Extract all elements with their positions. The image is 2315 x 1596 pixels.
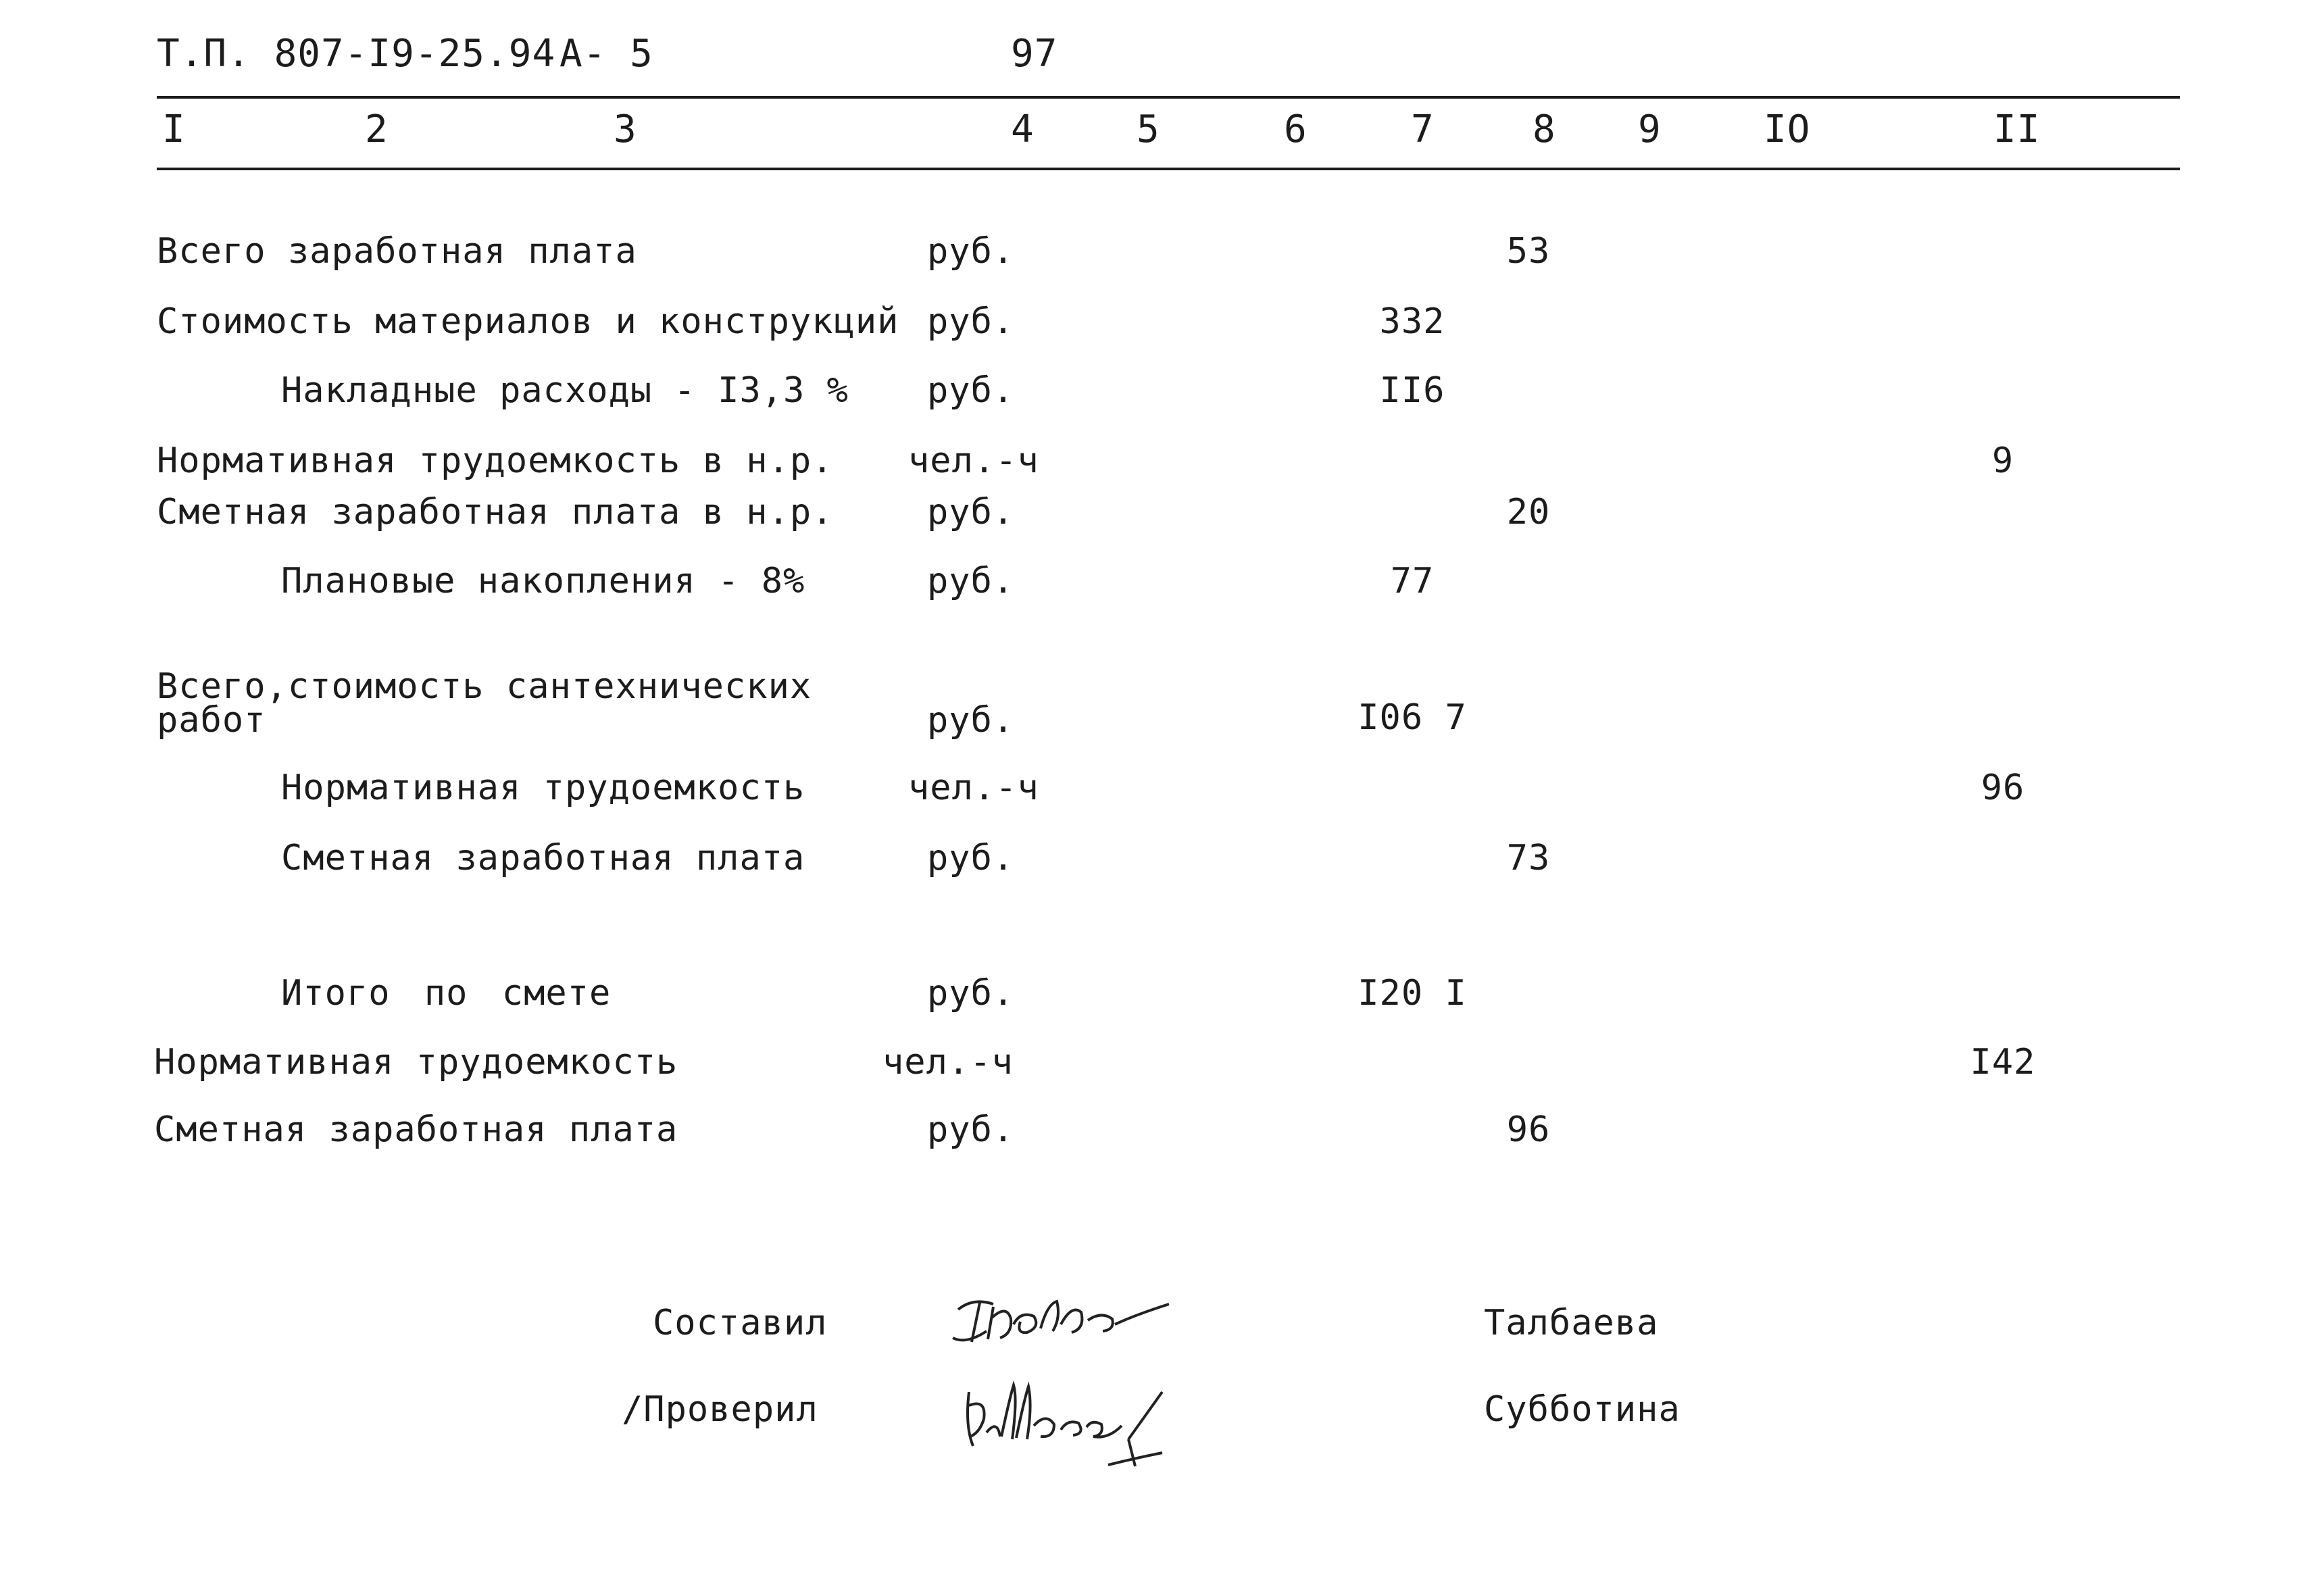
row-label: Накладные расходы - I3,3 % xyxy=(281,370,849,411)
row-unit: руб. xyxy=(927,1109,1015,1150)
column-number-11: II xyxy=(1993,107,2041,151)
row-value-col7: 332 xyxy=(1379,301,1445,342)
checked-by-name: Субботина xyxy=(1484,1389,1681,1430)
row-label: Нормативная трудоемкость xyxy=(154,1042,678,1082)
column-number-2: 2 xyxy=(365,107,389,151)
row-label: Сметная заработная плата в н.р. xyxy=(157,492,834,532)
column-number-7: 7 xyxy=(1411,107,1435,151)
row-value-col8: 53 xyxy=(1506,231,1551,272)
column-number-9: 9 xyxy=(1638,107,1662,151)
row-value-col7: I20 I xyxy=(1358,973,1467,1014)
row-value-col11: I42 xyxy=(1970,1042,2036,1082)
row-label: Всего заработная плата xyxy=(157,231,637,272)
compiled-by-label: Составил xyxy=(653,1303,828,1343)
page-number: 97 xyxy=(1011,32,1058,76)
row-unit: руб. xyxy=(927,561,1015,601)
compiled-by-name: Талбаева xyxy=(1484,1303,1659,1343)
row-value-col8: 73 xyxy=(1506,838,1551,878)
row-label: Нормативная трудоемкость в н.р. xyxy=(157,441,834,481)
checked-by-label: /Проверил xyxy=(622,1389,818,1430)
row-label: Нормативная трудоемкость xyxy=(281,768,805,808)
row-value-col11: 96 xyxy=(1981,768,2025,808)
row-unit: руб. xyxy=(927,231,1015,272)
row-unit: руб. xyxy=(927,301,1015,342)
row-label: Плановые накопления - 8% xyxy=(281,561,805,601)
row-unit: руб. xyxy=(927,700,1015,741)
column-number-4: 4 xyxy=(1011,107,1035,151)
column-number-6: 6 xyxy=(1284,107,1308,151)
row-unit: чел.-ч xyxy=(882,1042,1014,1082)
column-number-10: IO xyxy=(1764,107,1811,151)
row-value-col11: 9 xyxy=(1991,441,2014,481)
row-value-col8: 96 xyxy=(1506,1109,1551,1150)
row-label: Сметная заработная плата xyxy=(281,838,805,878)
header-bottom-rule xyxy=(157,168,2180,170)
row-unit: руб. xyxy=(927,838,1015,878)
row-label: Итого по смете xyxy=(281,973,612,1014)
row-unit: руб. xyxy=(927,492,1015,532)
document-code: Т.П. 807-I9-25.94 xyxy=(157,32,556,76)
row-unit: чел.-ч xyxy=(908,768,1039,808)
column-number-5: 5 xyxy=(1137,107,1160,151)
handwritten-signature xyxy=(960,1372,1189,1473)
column-number-8: 8 xyxy=(1533,107,1556,151)
column-number-1: I xyxy=(162,107,186,151)
row-label: Стоимость материалов и конструкций xyxy=(157,301,899,342)
row-label-continuation: работ xyxy=(157,700,266,741)
row-value-col7: II6 xyxy=(1379,370,1445,411)
row-value-col7: I06 7 xyxy=(1358,697,1467,738)
row-unit: руб. xyxy=(927,370,1015,411)
handwritten-signature xyxy=(946,1277,1189,1351)
row-label: Всего,стоимость сантехнических xyxy=(157,666,812,707)
header-top-rule xyxy=(157,96,2180,99)
row-value-col8: 20 xyxy=(1506,492,1551,532)
row-label: Сметная заработная плата xyxy=(154,1109,678,1150)
row-unit: руб. xyxy=(927,973,1015,1014)
row-unit: чел.-ч xyxy=(908,441,1039,481)
album-number: А- 5 xyxy=(559,32,653,76)
column-number-3: 3 xyxy=(614,107,637,151)
row-value-col7: 77 xyxy=(1390,561,1435,601)
